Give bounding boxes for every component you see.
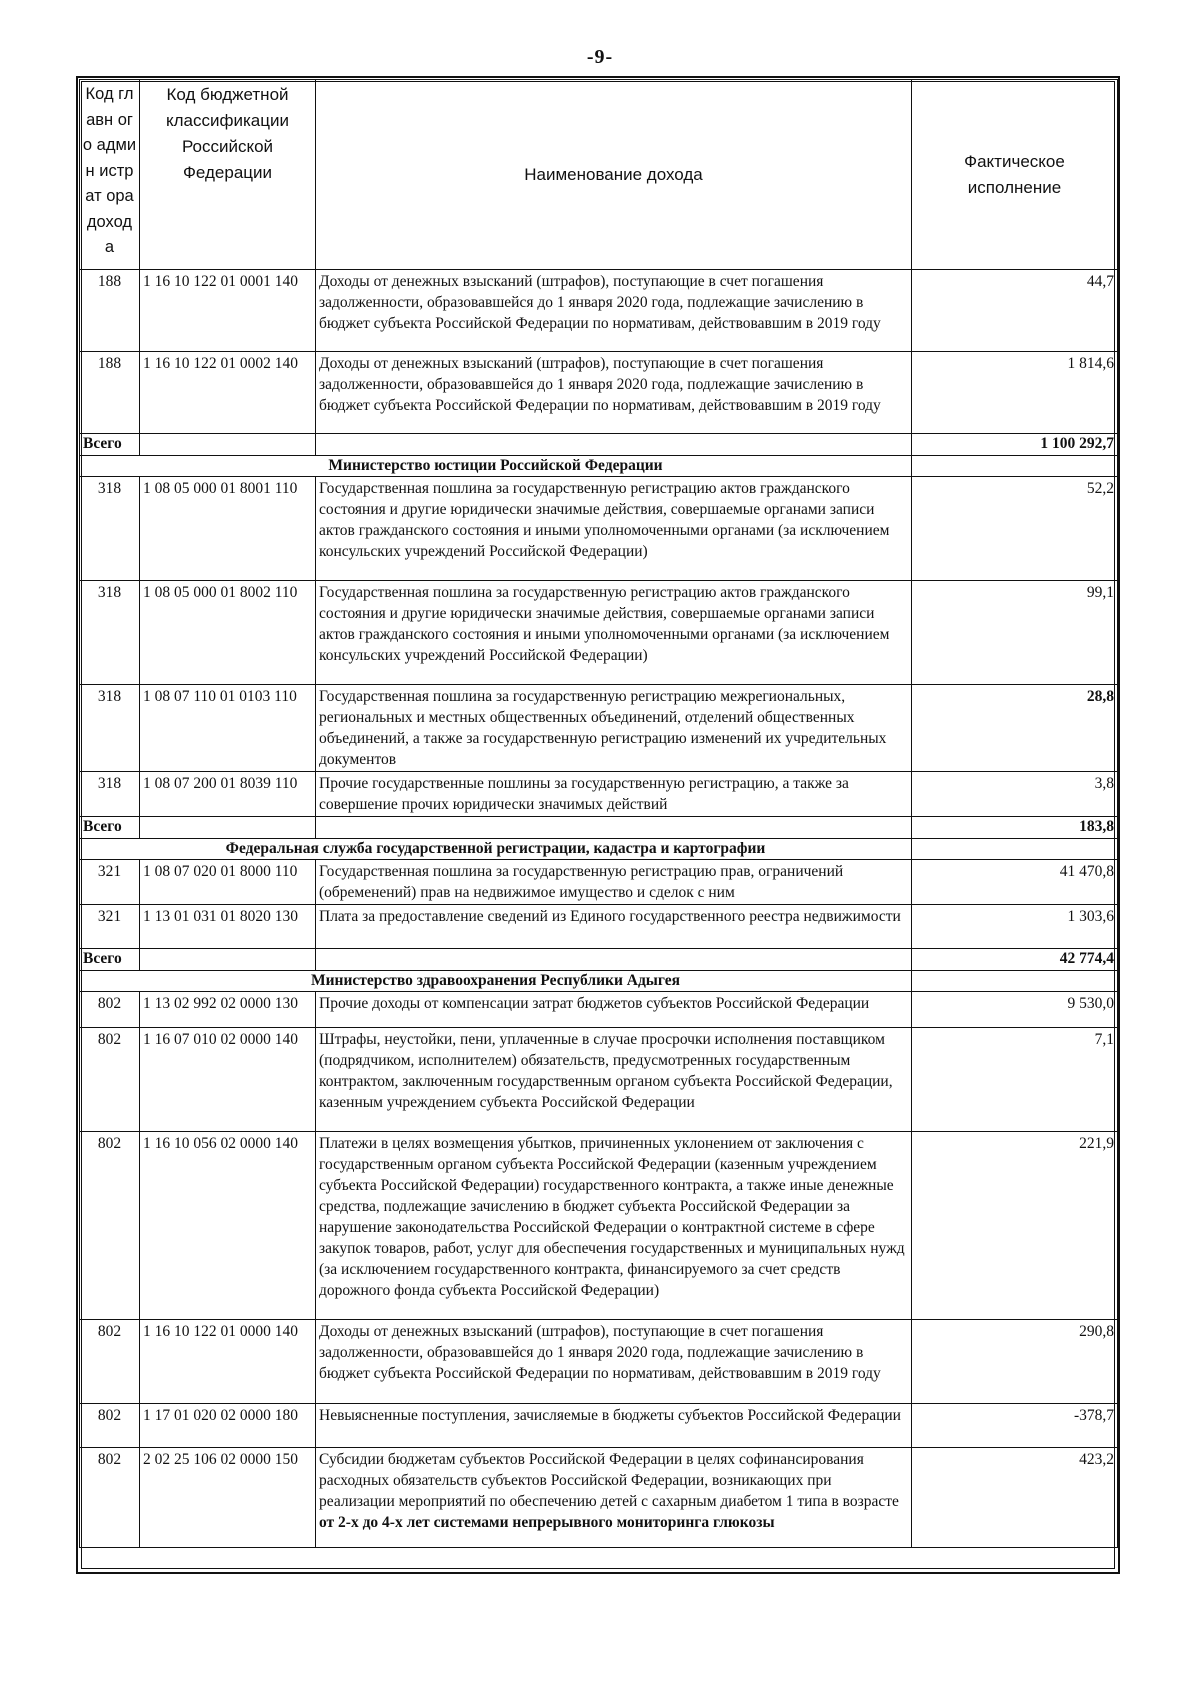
income-name: Платежи в целях возмещения убытков, причиненных уклонением от заключения с государственным органом субъекта Российской Федерации (казенным учреждением субъекта Российской Федерации) государственного контракта, а также иные денежные средства, подлежащие зачислению в бюджет субъекта Российской Федерации за нарушение законодательства Российской Федерации о контрактной системе в сфере закупок товаров, работ, услуг для обеспечения государственных и муниципальных нужд (за исключением государственного контракта, финансируемого за счет средств дорожного фонда субъекта Российской Федерации): [316, 1132, 912, 1320]
bk-code: 1 16 10 122 01 0002 140: [140, 352, 316, 434]
header-actual-amount: Фактическое исполнение: [912, 80, 1118, 270]
empty-cell: [140, 817, 316, 839]
table-row: [80, 352, 1118, 434]
section-title: Министерство юстиции Российской Федерации: [80, 456, 912, 477]
income-name: Государственная пошлина за государственную регистрацию актов гражданского состояния и другие юридически значимые действия, совершаемые органами записи актов гражданского состояния и иными уполномоченными органами (за исключением консульских учреждений Российской Федерации): [316, 581, 912, 685]
income-name-part-bold: от 2-х до 4-х лет системами непрерывного мониторинга глюкозы: [319, 1514, 775, 1531]
total-label: Всего: [80, 817, 140, 839]
income-name: Прочие доходы от компенсации затрат бюджетов субъектов Российской Федерации: [316, 992, 912, 1028]
bk-code: 1 08 05 000 01 8002 110: [140, 581, 316, 685]
bk-code: 1 17 01 020 02 0000 180: [140, 1404, 316, 1448]
income-name: Доходы от денежных взысканий (штрафов), поступающие в счет погашения задолженности, образовавшейся до 1 января 2020 года, подлежащие зачислению в бюджет субъекта Российской Федерации по нормативам, действовавшим в 2019 году: [316, 352, 912, 434]
table-row: [80, 1404, 1118, 1448]
admin-code: 802: [80, 1448, 140, 1548]
total-amount: 183,8: [912, 817, 1118, 839]
admin-code: 802: [80, 1320, 140, 1404]
income-name: Невыясненные поступления, зачисляемые в бюджеты субъектов Российской Федерации: [316, 1404, 912, 1448]
amount: 423,2: [912, 1448, 1118, 1548]
header-admin-code: Код главн ого админ истрат ора доход а: [80, 80, 140, 270]
empty-cell: [316, 949, 912, 971]
table-row: [80, 772, 1118, 817]
income-name-part: Субсидии бюджетам субъектов Российской Федерации в целях софинансирования расходных обязательств субъектов Российской Федерации, возникающих при реализации мероприятий по обеспечению детей с сахарным диабетом 1 типа в возрасте: [319, 1451, 899, 1510]
table-row: [80, 992, 1118, 1028]
table-row: [80, 860, 1118, 905]
total-row: [80, 434, 1118, 456]
amount: 1 303,6: [912, 905, 1118, 949]
section-header-row: [80, 839, 1118, 860]
bk-code: 1 08 07 110 01 0103 110: [140, 685, 316, 772]
revenue-table: [79, 79, 1118, 1548]
bk-code: 1 16 10 122 01 0001 140: [140, 270, 316, 352]
bk-code: 1 08 07 200 01 8039 110: [140, 772, 316, 817]
admin-code: 318: [80, 772, 140, 817]
table-row: [80, 1132, 1118, 1320]
income-name: Государственная пошлина за государственную регистрацию актов гражданского состояния и другие юридически значимые действия, совершаемые органами записи актов гражданского состояния и иными уполномоченными органами (за исключением консульских учреждений Российской Федерации): [316, 477, 912, 581]
section-header-row: [80, 971, 1118, 992]
empty-cell: [140, 434, 316, 456]
header-row: [80, 80, 1118, 270]
empty-cell: [316, 817, 912, 839]
amount: 221,9: [912, 1132, 1118, 1320]
page-number: -9-: [586, 46, 614, 68]
amount: 290,8: [912, 1320, 1118, 1404]
total-row: [80, 949, 1118, 971]
total-label: Всего: [80, 949, 140, 971]
income-name: Плата за предоставление сведений из Единого государственного реестра недвижимости: [316, 905, 912, 949]
table-row: [80, 477, 1118, 581]
admin-code: 802: [80, 1028, 140, 1132]
admin-code: 802: [80, 1132, 140, 1320]
admin-code: 318: [80, 477, 140, 581]
header-bk-code: Код бюджетной классификации Российской Федерации: [140, 80, 316, 270]
empty-cell: [912, 971, 1118, 992]
bk-code: 1 16 10 056 02 0000 140: [140, 1132, 316, 1320]
amount: 41 470,8: [912, 860, 1118, 905]
amount: 1 814,6: [912, 352, 1118, 434]
amount: -378,7: [912, 1404, 1118, 1448]
amount: 52,2: [912, 477, 1118, 581]
total-amount: 1 100 292,7: [912, 434, 1118, 456]
bk-code: 1 16 10 122 01 0000 140: [140, 1320, 316, 1404]
section-header-row: [80, 456, 1118, 477]
header-income-name: Наименование дохода: [316, 80, 912, 270]
total-amount: 42 774,4: [912, 949, 1118, 971]
table-row: [80, 1028, 1118, 1132]
empty-cell: [140, 949, 316, 971]
table-row: [80, 685, 1118, 772]
income-name: [316, 1448, 912, 1548]
amount: 28,8: [912, 685, 1118, 772]
admin-code: 321: [80, 905, 140, 949]
total-row: [80, 817, 1118, 839]
bk-code: 1 08 05 000 01 8001 110: [140, 477, 316, 581]
admin-code: 188: [80, 352, 140, 434]
admin-code: 802: [80, 992, 140, 1028]
table-row: [80, 270, 1118, 352]
bk-code: 1 13 02 992 02 0000 130: [140, 992, 316, 1028]
amount: 99,1: [912, 581, 1118, 685]
empty-cell: [912, 456, 1118, 477]
empty-cell: [912, 839, 1118, 860]
admin-code: 318: [80, 685, 140, 772]
admin-code: 802: [80, 1404, 140, 1448]
bk-code: 1 13 01 031 01 8020 130: [140, 905, 316, 949]
amount: 3,8: [912, 772, 1118, 817]
section-title: Федеральная служба государственной регистрации, кадастра и картографии: [80, 839, 912, 860]
bk-code: 1 16 07 010 02 0000 140: [140, 1028, 316, 1132]
section-title: Министерство здравоохранения Республики Адыгея: [80, 971, 912, 992]
table-row: [80, 1320, 1118, 1404]
table-row: [80, 581, 1118, 685]
table-row: [80, 1448, 1118, 1548]
admin-code: 188: [80, 270, 140, 352]
amount: 44,7: [912, 270, 1118, 352]
amount: 9 530,0: [912, 992, 1118, 1028]
income-name: Доходы от денежных взысканий (штрафов), поступающие в счет погашения задолженности, образовавшейся до 1 января 2020 года, подлежащие зачислению в бюджет субъекта Российской Федерации по нормативам, действовавшим в 2019 году: [316, 270, 912, 352]
admin-code: 318: [80, 581, 140, 685]
bk-code: 1 08 07 020 01 8000 110: [140, 860, 316, 905]
income-name: Государственная пошлина за государственную регистрацию прав, ограничений (обременений) прав на недвижимое имущество и сделок с ним: [316, 860, 912, 905]
total-label: Всего: [80, 434, 140, 456]
income-name: Прочие государственные пошлины за государственную регистрацию, а также за совершение прочих юридически значимых действий: [316, 772, 912, 817]
bk-code: 2 02 25 106 02 0000 150: [140, 1448, 316, 1548]
amount: 7,1: [912, 1028, 1118, 1132]
income-name: Государственная пошлина за государственную регистрацию межрегиональных, региональных и местных общественных объединений, отделений общественных объединений, а также за государственную регистрацию изменений их учредительных документов: [316, 685, 912, 772]
income-name: Доходы от денежных взысканий (штрафов), поступающие в счет погашения задолженности, образовавшейся до 1 января 2020 года, подлежащие зачислению в бюджет субъекта Российской Федерации по нормативам, действовавшим в 2019 году: [316, 1320, 912, 1404]
income-name: Штрафы, неустойки, пени, уплаченные в случае просрочки исполнения поставщиком (подрядчиком, исполнителем) обязательств, предусмотренных государственным контрактом, заключенным государственным органом субъекта Российской Федерации, казенным учреждением субъекта Российской Федерации: [316, 1028, 912, 1132]
admin-code: 321: [80, 860, 140, 905]
table-row: [80, 905, 1118, 949]
empty-cell: [316, 434, 912, 456]
